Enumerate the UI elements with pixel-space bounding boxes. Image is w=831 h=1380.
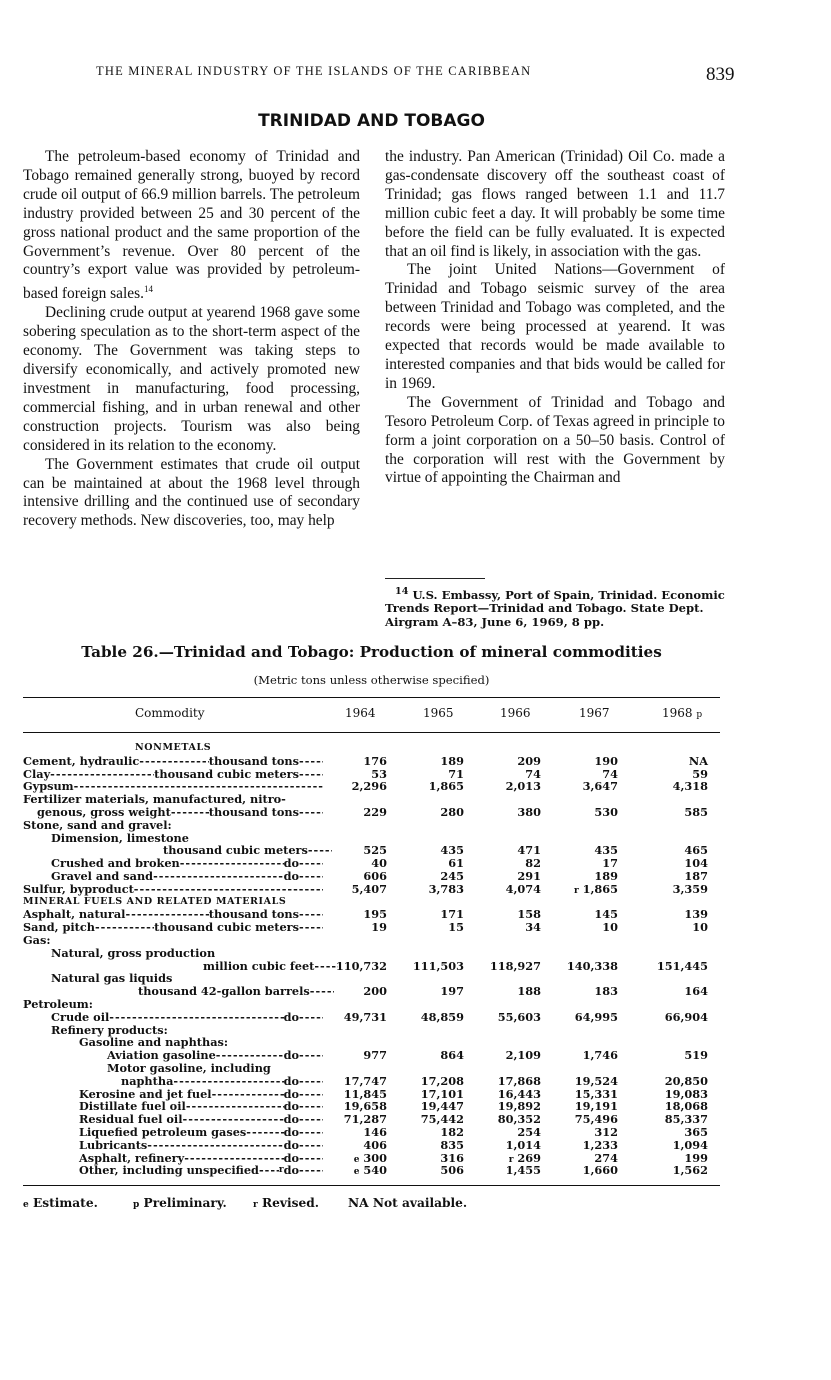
row-label: Gypsum ----- <box>23 780 323 793</box>
cell: 15 <box>448 920 464 935</box>
row-unit: thousand tons <box>208 804 299 819</box>
cell: 61 <box>448 856 464 871</box>
cell: 506 <box>440 1163 464 1178</box>
right-column <box>385 148 725 488</box>
row-label: Aviation gasoline ----- do ----- <box>107 1049 323 1062</box>
row-label: MINERAL FUELS AND RELATED MATERIALS <box>23 895 287 907</box>
cell: 189 <box>594 868 618 883</box>
cell: 977 <box>363 1048 387 1063</box>
cell: r 269 <box>508 1150 541 1165</box>
row-label: Dimension, limestone <box>51 830 189 845</box>
legend-not-available: NA Not available. <box>348 1196 468 1210</box>
cell: 80,352 <box>497 1112 541 1127</box>
cell: 1,094 <box>672 1137 708 1152</box>
cell: 111,503 <box>412 958 464 973</box>
cell: 19,658 <box>343 1099 387 1114</box>
cell: 229 <box>363 804 387 819</box>
row-label: Gravel and sand ----- do ----- <box>51 870 323 883</box>
cell: 10 <box>692 920 708 935</box>
cell: 864 <box>440 1048 464 1063</box>
cell: 139 <box>684 907 708 922</box>
cell: 19,191 <box>574 1099 618 1114</box>
row-unit: thousand cubic meters <box>154 920 299 935</box>
row-label <box>203 960 323 973</box>
cell: 435 <box>594 843 618 858</box>
paragraph: The Government of Trinidad and Tobago and Tesoro Petroleum Corp. of Texas agreed in principle to form a joint corporation on a 50–50 basis. Control of the corporation will rest with the Government by virtue of appointing the Chairman and <box>385 393 725 487</box>
cell: 118,927 <box>489 958 541 973</box>
cell: 197 <box>440 984 464 999</box>
left-column <box>23 148 360 531</box>
cell: 1,233 <box>582 1137 618 1152</box>
cell: 465 <box>684 843 708 858</box>
cell: 188 <box>517 984 541 999</box>
column-header-commodity: Commodity <box>135 706 205 720</box>
cell: 245 <box>440 868 464 883</box>
cell: 158 <box>517 907 541 922</box>
cell: 19,524 <box>574 1073 618 1088</box>
cell: 71 <box>448 766 464 781</box>
row-label: Asphalt, refinery ----- do ----- <box>79 1152 323 1165</box>
cell: 75,496 <box>574 1112 618 1127</box>
cell: 182 <box>440 1124 464 1139</box>
table-title: Table 26.—Trinidad and Tobago: Production of mineral commodities <box>81 643 662 661</box>
cell: 190 <box>594 753 618 768</box>
row-label: Kerosine and jet fuel ----- do ----- <box>79 1088 323 1101</box>
cell: 85,337 <box>664 1112 708 1127</box>
row-unit: million cubic feet <box>203 958 315 973</box>
column-header-1968: 1968 p <box>662 706 703 720</box>
row-unit: do <box>283 1137 299 1152</box>
cell: 195 <box>363 907 387 922</box>
cell: 19 <box>371 920 387 935</box>
cell: NA <box>688 753 708 768</box>
cell: 171 <box>440 907 464 922</box>
paragraph: The joint United Nations—Government of Trinidad and Tobago seismic survey of the area between Trinidad and Tobago was completed, and the records were being processed at yearend. It was expected that records would be made available to interested companies and that bids would be called for in 1969. <box>385 261 725 392</box>
cell: 1,865 <box>428 779 464 794</box>
row-label: Refinery products: <box>51 1022 168 1037</box>
footnote-ref[interactable]: 14 <box>143 284 153 295</box>
cell: 1,660 <box>582 1163 618 1178</box>
table-row <box>23 883 720 896</box>
cell: 18,068 <box>664 1099 708 1114</box>
row-unit: do <box>283 1073 299 1088</box>
cell: 17,101 <box>420 1086 464 1101</box>
cell: 17,747 <box>343 1073 387 1088</box>
cell: 280 <box>440 804 464 819</box>
row-label: Cement, hydraulic ----- thousand tons ----- <box>23 755 323 768</box>
column-header-1965: 1965 <box>423 706 454 720</box>
cell: 199 <box>684 1150 708 1165</box>
table-row <box>23 985 720 998</box>
cell: 209 <box>517 753 541 768</box>
cell: 291 <box>517 868 541 883</box>
cell: 82 <box>525 856 541 871</box>
cell: 74 <box>602 766 618 781</box>
cell: 365 <box>684 1124 708 1139</box>
row-unit: do <box>283 1048 299 1063</box>
row-unit: do <box>283 1150 299 1165</box>
legend-preliminary: p Preliminary. <box>133 1196 227 1210</box>
footnote-marker: 14 <box>395 586 409 597</box>
legend-revised: r Revised. <box>253 1196 319 1210</box>
cell: 19,447 <box>420 1099 464 1114</box>
cell: 146 <box>363 1124 387 1139</box>
cell: 64,995 <box>574 1009 618 1024</box>
row-unit: thousand tons <box>208 753 299 768</box>
cell: 75,442 <box>420 1112 464 1127</box>
row-unit: thousand cubic meters <box>163 843 308 858</box>
cell: 15,331 <box>574 1086 618 1101</box>
cell: 835 <box>440 1137 464 1152</box>
paragraph: The petroleum-based economy of Trinidad and Tobago remained generally strong, buoyed by record crude oil output of 66.9 million barrels. The petroleum industry provided between 25 and 30 percent of the gross national product and the same proportion of the Government’s revenue. Over 80 percent of the country’s export value was provided by petroleum-based foreign sales.$^{14}$ <box>23 148 360 303</box>
footnote-text: U.S. Embassy, Port of Spain, Trinidad. Economic Trends Report—Trinidad and Tobago. State Dept. Airgram A–83, June 6, 1969, 8 pp. <box>385 587 725 629</box>
cell: 16,443 <box>497 1086 541 1101</box>
row-label: Crude oil ----- do ----- <box>51 1011 323 1024</box>
cell: 316 <box>440 1150 464 1165</box>
section-title: TRINIDAD AND TOBAGO <box>258 111 485 131</box>
row-label: Residual fuel oil ----- do ----- <box>79 1113 323 1126</box>
cell: 140,338 <box>566 958 618 973</box>
cell: 435 <box>440 843 464 858</box>
cell: 380 <box>517 804 541 819</box>
row-label: Natural, gross production <box>51 945 216 960</box>
row-unit: do <box>283 1086 299 1101</box>
cell: 5,407 <box>351 881 387 896</box>
cell: 3,647 <box>582 779 618 794</box>
row-label <box>138 985 323 998</box>
table-bottom-rule <box>23 1185 720 1186</box>
cell: e 540 <box>353 1163 387 1178</box>
row-label: genous, gross weight ----- thousand tons ----- <box>37 806 323 819</box>
cell: 20,850 <box>664 1073 708 1088</box>
running-head: THE MINERAL INDUSTRY OF THE ISLANDS OF THE CARIBBEAN <box>96 64 532 78</box>
row-label: Fertilizer materials, manufactured, nitro- <box>23 792 286 807</box>
row-unit: thousand tons <box>208 907 299 922</box>
row-label: Sand, pitch ----- thousand cubic meters ----- <box>23 921 323 934</box>
legend-estimate: e Estimate. <box>23 1196 98 1210</box>
cell: 530 <box>594 804 618 819</box>
cell: 312 <box>594 1124 618 1139</box>
cell: 406 <box>363 1137 387 1152</box>
cell: e 300 <box>353 1150 387 1165</box>
cell: 3,359 <box>672 881 708 896</box>
row-label: naphtha ----- do ----- <box>121 1075 323 1088</box>
cell: 40 <box>371 856 387 871</box>
cell: 49,731 <box>343 1009 387 1024</box>
row-label: Clay ----- thousand cubic meters ----- <box>23 768 323 781</box>
cell: 164 <box>684 984 708 999</box>
row-label: Sulfur, byproduct ----- <box>23 883 323 896</box>
cell: 4,074 <box>505 881 541 896</box>
cell: 11,845 <box>343 1086 387 1101</box>
row-unit: thousand 42-gallon barrels <box>138 984 310 999</box>
cell: 187 <box>684 868 708 883</box>
cell: 274 <box>594 1150 618 1165</box>
row-label <box>163 844 323 857</box>
cell: 19,892 <box>497 1099 541 1114</box>
row-label: Stone, sand and gravel: <box>23 817 172 832</box>
row-label: Petroleum: <box>23 996 93 1011</box>
cell: 176 <box>363 753 387 768</box>
cell: 525 <box>363 843 387 858</box>
table-body <box>23 742 720 1177</box>
cell: 189 <box>440 753 464 768</box>
cell: 34 <box>525 920 541 935</box>
cell: 4,318 <box>672 779 708 794</box>
cell: 55,603 <box>497 1009 541 1024</box>
table-row <box>23 921 720 934</box>
cell: 151,445 <box>656 958 708 973</box>
column-header-1966: 1966 <box>500 706 531 720</box>
cell: 66,904 <box>664 1009 708 1024</box>
row-unit: do <box>283 856 299 871</box>
row-label: Natural gas liquids <box>51 971 173 986</box>
cell: 104 <box>684 856 708 871</box>
table-subtitle: (Metric tons unless otherwise specified) <box>253 673 490 687</box>
cell: 471 <box>517 843 541 858</box>
cell: 1,014 <box>505 1137 541 1152</box>
paragraph: The Government estimates that crude oil output can be maintained at about the 1968 level through intensive drilling and the continued use of secondary recovery methods. New discoveries, too, may help <box>23 455 360 530</box>
cell: 585 <box>684 804 708 819</box>
table-row <box>23 1164 720 1177</box>
cell: r 1,865 <box>573 881 618 896</box>
row-label: Gasoline and naphthas: <box>79 1035 229 1050</box>
cell: 519 <box>684 1048 708 1063</box>
row-label: Gas: <box>23 932 51 947</box>
cell: 17,868 <box>497 1073 541 1088</box>
row-label: Motor gasoline, including <box>107 1060 271 1075</box>
cell: 19,083 <box>664 1086 708 1101</box>
cell: 200 <box>363 984 387 999</box>
cell: 2,109 <box>505 1048 541 1063</box>
cell: 10 <box>602 920 618 935</box>
cell: 2,013 <box>505 779 541 794</box>
row-label: NONMETALS <box>135 742 212 753</box>
footnote-divider <box>385 578 485 579</box>
row-unit: do <box>283 1009 299 1024</box>
column-header-1967: 1967 <box>579 706 610 720</box>
row-unit: do <box>283 1163 299 1178</box>
row-unit: do <box>283 1112 299 1127</box>
row-unit: do <box>283 1124 299 1139</box>
paragraph: Declining crude output at yearend 1968 gave some sobering speculation as to the short-term aspect of the economy. The Government was taking steps to diversify economically, and actively promoted new investment in manufacturing, food processing, commercial fishing, and in urban renewal and other construction projects. Tourism was also being considered in its relation to the economy. <box>23 304 360 454</box>
cell: 254 <box>517 1124 541 1139</box>
paragraph: the industry. Pan American (Trinidad) Oil Co. made a gas-condensate discovery off the southeast coast of Trinidad; gas flows ranged between 1.1 and 11.7 million cubic feet a day. It will probably be some time before the field can be fully evaluated. It is expected that an oil find is likely, in association with the gas. <box>385 148 725 260</box>
row-unit: do <box>283 1099 299 1114</box>
row-label: Asphalt, natural ----- thousand tons ----- <box>23 908 323 921</box>
cell: 53 <box>371 766 387 781</box>
cell: 74 <box>525 766 541 781</box>
cell: 17 <box>602 856 618 871</box>
table-header-rule <box>23 732 720 733</box>
cell: 1,746 <box>582 1048 618 1063</box>
row-label: Liquefied petroleum gases ----- do ----- <box>79 1126 323 1139</box>
cell: 2,296 <box>351 779 387 794</box>
cell: 48,859 <box>420 1009 464 1024</box>
footnote <box>385 585 725 629</box>
cell: 183 <box>594 984 618 999</box>
cell: 1,455 <box>505 1163 541 1178</box>
cell: 110,732 <box>335 958 387 973</box>
column-header-1964: 1964 <box>345 706 376 720</box>
row-label: Lubricants ----- do ----- <box>79 1139 323 1152</box>
cell: 606 <box>363 868 387 883</box>
row-label: Distillate fuel oil ----- do ----- <box>79 1100 323 1113</box>
cell: 17,208 <box>420 1073 464 1088</box>
row-unit: thousand cubic meters <box>154 766 299 781</box>
cell: 3,783 <box>428 881 464 896</box>
cell: 71,287 <box>343 1112 387 1127</box>
cell: 59 <box>692 766 708 781</box>
table-top-rule <box>23 697 720 698</box>
row-label: Crushed and broken ----- do ----- <box>51 857 323 870</box>
row-unit: do <box>283 868 299 883</box>
row-label: Other, including unspecified ----- r do ----- <box>79 1164 323 1177</box>
cell: 145 <box>594 907 618 922</box>
page-number: 839 <box>706 64 735 85</box>
cell: 1,562 <box>672 1163 708 1178</box>
